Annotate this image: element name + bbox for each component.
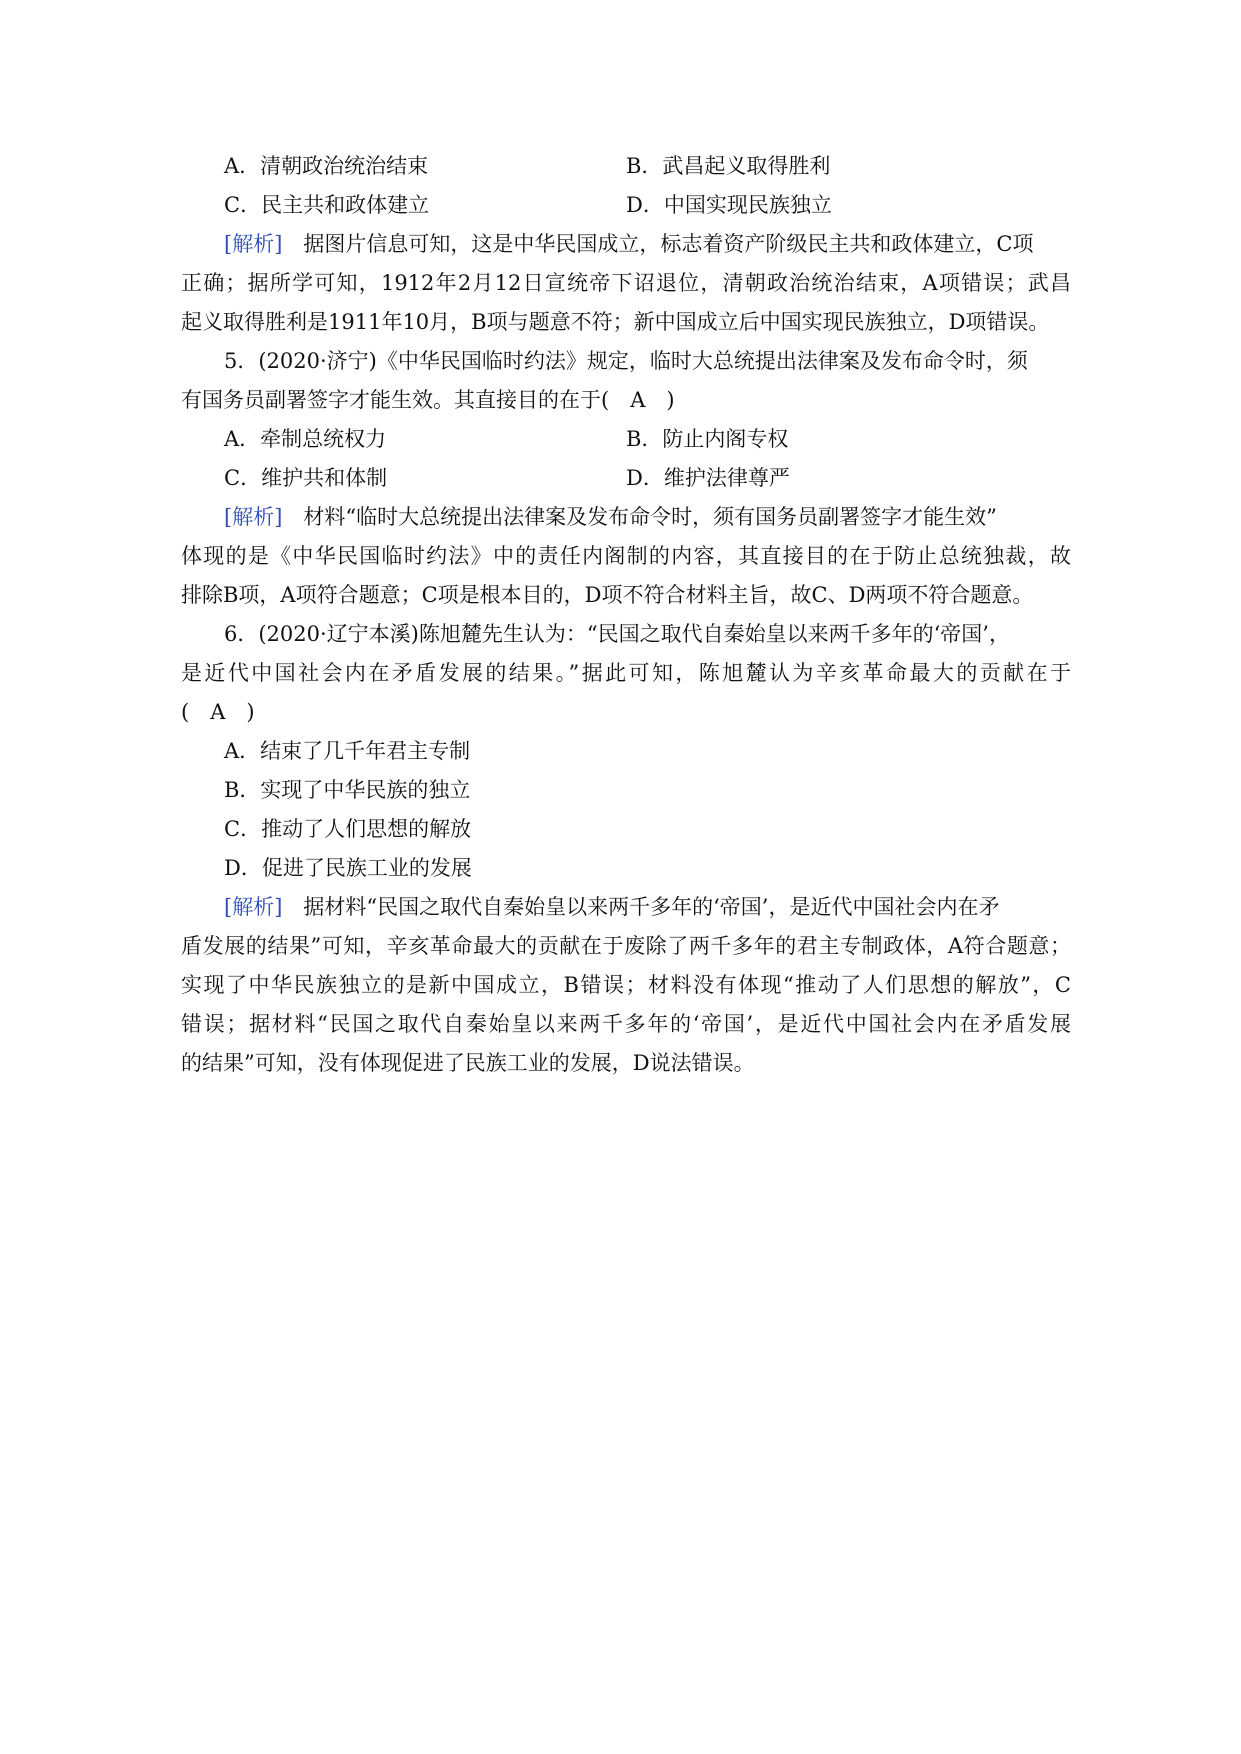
q4-option-d: D．中国实现民族独立 (626, 193, 832, 217)
q6-analysis-line-2: 盾发展的结果”可知，辛亥革命最大的贡献在于废除了两千多年的君主专制政体，A符合题意； (181, 934, 1071, 958)
q5-stem-line-1: 5．(2020·济宁)《中华民国临时约法》规定，临时大总统提出法律案及发布命令时，须 (224, 349, 1028, 373)
q6-analysis-line-4: 错误；据材料“民国之取代自秦始皇以来两千多年的‘帝国’，是近代中国社会内在矛盾发展 (181, 1012, 1071, 1036)
q4-analysis-line-2: 正确；据所学可知，1912年2月12日宣统帝下诏退位，清朝政治统治结束，A项错误；武昌 (181, 271, 1071, 295)
q5-option-c: C．维护共和体制 (224, 466, 388, 490)
q6-analysis-line-5: 的结果”可知，没有体现促进了民族工业的发展，D说法错误。 (181, 1051, 755, 1075)
q4-analysis-line-1 (224, 231, 1071, 257)
q5-analysis-line-1 (224, 504, 1071, 530)
q6-stem-line-1: 6．(2020·辽宁本溪)陈旭麓先生认为：“民国之取代自秦始皇以来两千多年的‘帝国’， (224, 622, 1010, 646)
q6-analysis-tag: [解析] (224, 895, 283, 919)
q4-option-c: C．民主共和政体建立 (224, 193, 430, 217)
q6-option-d: D．促进了民族工业的发展 (224, 856, 472, 880)
q6-stem-line-3: ( A ) (181, 700, 255, 724)
q4-option-b: B．武昌起义取得胜利 (626, 154, 831, 178)
q6-analysis-line-1 (224, 894, 1071, 920)
q4-analysis-line-3: 起义取得胜利是1911年10月，B项与题意不符；新中国成立后中国实现民族独立，D项错误。 (181, 310, 1050, 334)
q6-option-c: C．推动了人们思想的解放 (224, 817, 472, 841)
q6-option-a: A．结束了几千年君主专制 (224, 739, 471, 763)
q5-analysis-line-2: 体现的是《中华民国临时约法》中的责任内阁制的内容，其直接目的在于防止总统独裁，故 (181, 544, 1071, 568)
q6-option-b: B．实现了中华民族的独立 (224, 778, 471, 802)
q6-analysis-line-3: 实现了中华民族独立的是新中国成立，B错误；材料没有体现“推动了人们思想的解放”，C (181, 973, 1071, 997)
q5-option-b: B．防止内阁专权 (626, 427, 789, 451)
q4-option-a: A．清朝政治统治结束 (224, 154, 429, 178)
q6-analysis-text: 据材料“民国之取代自秦始皇以来两千多年的‘帝国’，是近代中国社会内在矛 (282, 895, 1000, 919)
q5-option-d: D．维护法律尊严 (626, 466, 790, 490)
q4-analysis-tag: [解析] (224, 232, 283, 256)
q6-stem-line-2: 是近代中国社会内在矛盾发展的结果。”据此可知，陈旭麓认为辛亥革命最大的贡献在于 (181, 661, 1071, 685)
q5-analysis-text: 材料“临时大总统提出法律案及发布命令时，须有国务员副署签字才能生效” (282, 505, 997, 529)
q5-option-a: A．牵制总统权力 (224, 427, 387, 451)
q5-analysis-line-3: 排除B项，A项符合题意；C项是根本目的，D项不符合材料主旨，故C、D两项不符合题意。 (181, 583, 1034, 607)
q4-analysis-text: 据图片信息可知，这是中华民国成立，标志着资产阶级民主共和政体建立，C项 (282, 232, 1034, 256)
q5-analysis-tag: [解析] (224, 505, 283, 529)
q5-stem-line-2: 有国务员副署签字才能生效。其直接目的在于( A ) (181, 388, 675, 412)
